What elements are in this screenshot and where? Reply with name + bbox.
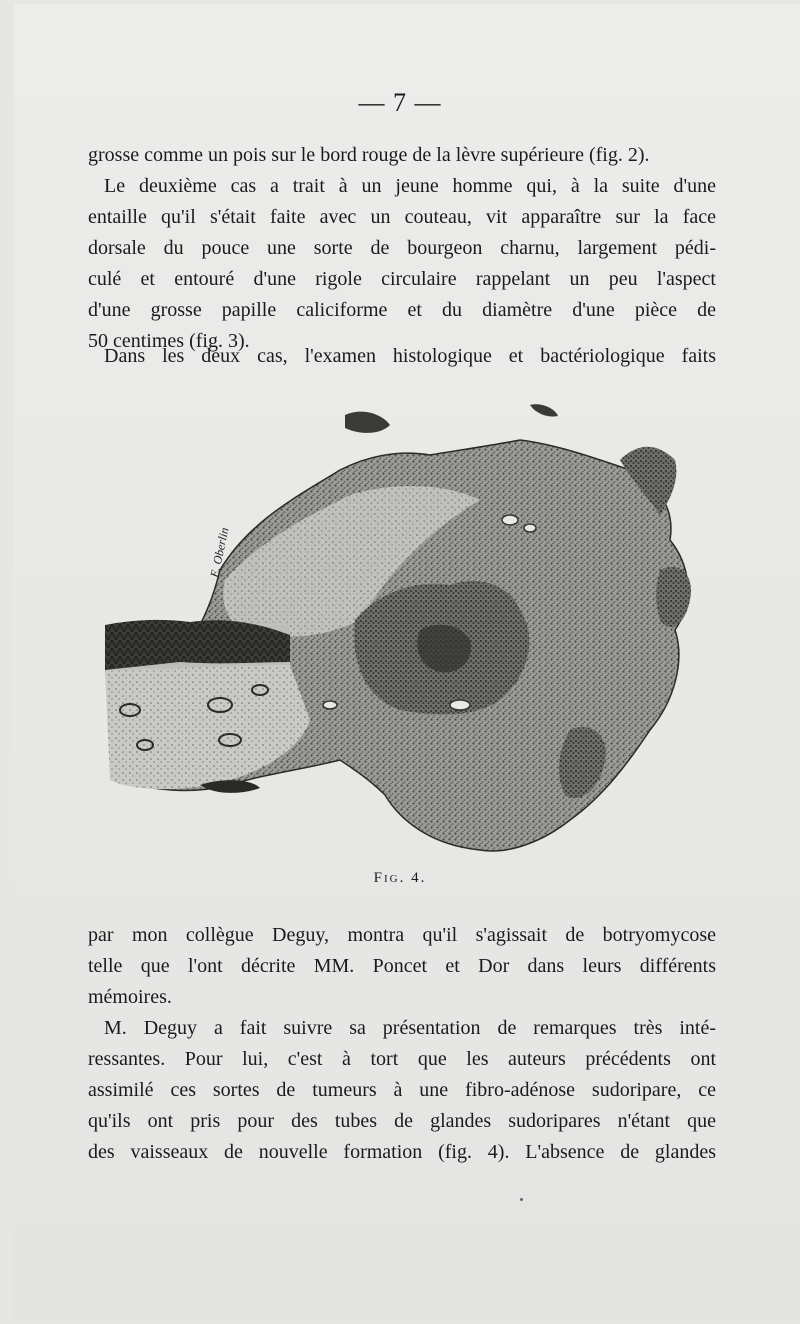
- page-number: — 7 —: [358, 88, 442, 117]
- text-line: d'une grosse papille caliciforme et du diamètre d'une pièce de: [88, 299, 716, 321]
- histology-figure: [100, 400, 700, 860]
- text-line: Dans les deux cas, l'examen histologique et bactériologique faits: [104, 345, 716, 367]
- text-line: culé et entouré d'une rigole circulaire rappelant un peu l'aspect: [88, 268, 716, 290]
- text-line: ressantes. Pour lui, c'est à tort que les auteurs précédents ont: [88, 1048, 716, 1070]
- text-line: entaille qu'il s'était faite avec un couteau, vit apparaître sur la face: [88, 206, 716, 228]
- text-line: par mon collègue Deguy, montra qu'il s'agissait de botryomycose: [88, 924, 716, 946]
- ink-speck: [520, 1198, 523, 1201]
- vessel-section: [323, 701, 337, 709]
- paragraph-both-cases: [88, 341, 716, 372]
- text-line: telle que l'ont décrite MM. Poncet et Dor dans leurs différents: [88, 955, 716, 977]
- paragraph-second-case: [88, 171, 716, 357]
- text-line: grosse comme un pois sur le bord rouge de la lèvre supérieure (fig. 2).: [88, 144, 650, 166]
- text-line: dorsale du pouce une sorte de bourgeon charnu, largement pédi-: [88, 237, 716, 259]
- paragraph-deguy-finding: [88, 920, 716, 1013]
- vessel-section: [524, 524, 536, 532]
- figure-caption: Fig. 4.: [373, 870, 427, 886]
- paragraph-continuation: [88, 140, 716, 171]
- paragraph-deguy-remarks: [88, 1013, 716, 1168]
- text-line: assimilé ces sortes de tumeurs à une fibro-adénose sudoripare, ce: [88, 1079, 716, 1101]
- text-line: Le deuxième cas a trait à un jeune homme qui, à la suite d'une: [104, 175, 716, 197]
- text-line: 50 centimes (fig. 3).: [88, 330, 250, 352]
- text-line: des vaisseaux de nouvelle formation (fig. 4). L'absence de glandes: [88, 1141, 716, 1163]
- frond-right: [656, 567, 691, 627]
- vessel-section: [502, 515, 518, 525]
- epidermis-layer: [105, 620, 290, 670]
- text-line: mémoires.: [88, 986, 172, 1008]
- text-line: qu'ils ont pris pour des tubes de glandes sudoripares n'étant que: [88, 1110, 716, 1132]
- detached-fragment: [345, 412, 390, 433]
- vessel-section: [450, 700, 470, 710]
- detached-fragment-small: [530, 404, 558, 416]
- artist-signature: E. Oberlin: [207, 526, 232, 579]
- text-line: M. Deguy a fait suivre sa présentation de remarques très inté-: [104, 1017, 716, 1039]
